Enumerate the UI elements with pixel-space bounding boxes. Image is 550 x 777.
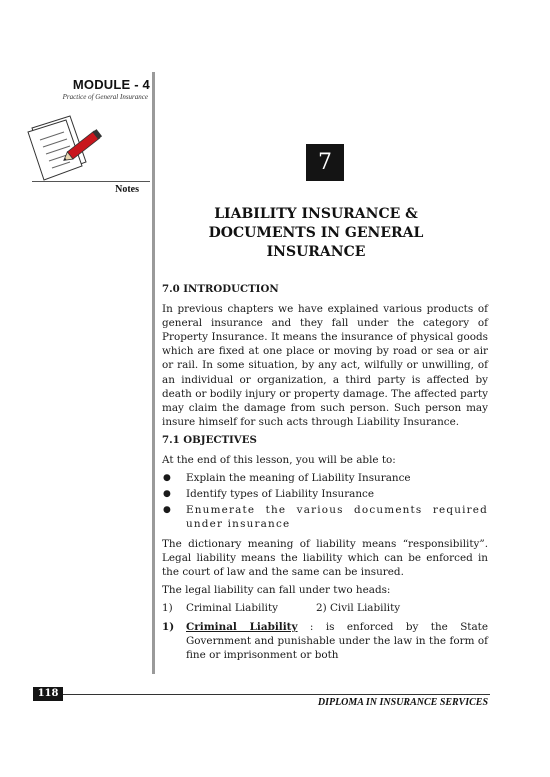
title-line: INSURANCE: [266, 244, 366, 260]
module-label: MODULE - 4: [72, 77, 150, 92]
chapter-title: [186, 205, 446, 262]
head-number: 1): [162, 601, 173, 614]
bullet-icon: ●: [163, 473, 171, 484]
heads-intro: The legal liability can fall under two heads:: [162, 583, 391, 596]
notes-rule: [32, 181, 150, 182]
list-item: ● Enumerate the various documents required under insurance: [163, 504, 488, 531]
head-criminal: Criminal Liability: [186, 601, 279, 614]
objectives-heading: 7.1 OBJECTIVES: [162, 433, 257, 446]
item-number: 1): [162, 620, 175, 633]
objectives-list: [162, 471, 488, 531]
intro-paragraph: In previous chapters we have explained various products of general insurance and they fall under the category of Property Insurance. It means the insurance of physical goods which are fixed at one place or moving by road or sea or air or rail. In some situation, by any act, wilfully or unwilling, of an individual or organization, a third party is affected by death or bodily injury or property damage. The affected party may claim the damage from such person. Such person may insure himself for such acts through Liability Insurance.: [162, 303, 488, 428]
module-subtitle: Practice of General Insurance: [62, 93, 148, 101]
footer-course-title: DIPLOMA IN INSURANCE SERVICES: [317, 697, 488, 708]
liability-definition: The dictionary meaning of liability means “responsibility”. Legal liability means the liability which can be enforced in the court of law and the same can be insured.: [162, 537, 488, 578]
title-line: LIABILITY INSURANCE &: [214, 206, 418, 222]
chapter-number-badge: 7: [306, 144, 344, 181]
item-term: Criminal Liability: [186, 620, 298, 633]
intro-heading: 7.0 INTRODUCTION: [162, 283, 279, 295]
objectives-intro: At the end of this lesson, you will be able to:: [162, 454, 396, 467]
bullet-icon: ●: [163, 505, 173, 516]
head-civil: 2) Civil Liability: [316, 601, 401, 614]
list-item: ● Identify types of Liability Insurance: [163, 488, 375, 501]
notes-label: Notes: [115, 184, 139, 195]
margin-divider: [152, 72, 155, 674]
heads-list: [162, 601, 488, 615]
list-item: ● Explain the meaning of Liability Insurance: [163, 472, 411, 485]
title-line: DOCUMENTS IN GENERAL: [208, 225, 424, 241]
item-text: : is enforced by the State Government and punishable under the law in the form of fine or imprisonment or both: [186, 620, 489, 662]
bullet-icon: ●: [163, 489, 171, 500]
notes-pencil-icon: [26, 110, 108, 186]
footer-rule: [33, 694, 490, 695]
page-number: 118: [33, 687, 63, 701]
criminal-liability-item: [162, 620, 488, 662]
main-content: [162, 282, 488, 662]
